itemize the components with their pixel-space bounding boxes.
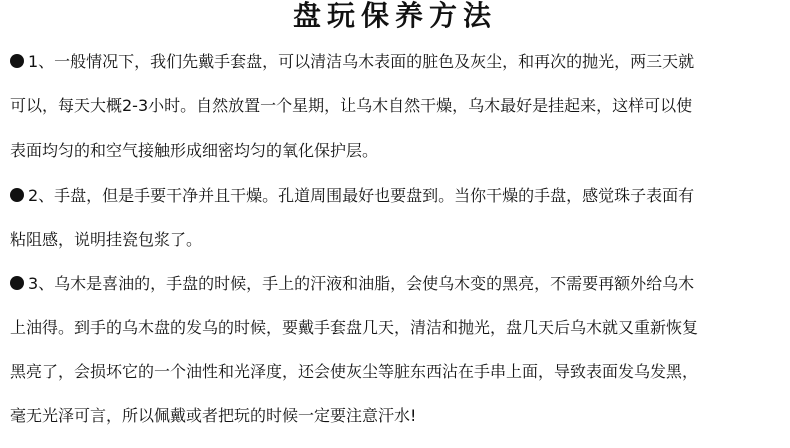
paragraph-3-line-4: 毫无光泽可言，所以佩戴或者把玩的时候一定要注意汗水! [10, 406, 417, 425]
paragraph-3-line-3: 黑亮了，会损坏它的一个油性和光泽度，还会使灰尘等脏东西沾在手串上面，导致表面发乌发黑， [10, 362, 699, 381]
bullet-dot-icon [10, 188, 24, 202]
paragraph-2-line-1 [10, 186, 785, 206]
bullet-dot-icon [10, 276, 24, 290]
paragraph-text: 3、乌木是喜油的，手盘的时候，手上的汗液和油脂，会使乌木变的黑亮，不需要再额外给乌木 [28, 274, 695, 293]
paragraph-3-line-2: 上油得。到手的乌木盘的发乌的时候，要戴手套盘几天，清洁和抛光，盘几天后乌木就又重新恢复 [10, 318, 699, 337]
bullet-dot-icon [10, 54, 24, 68]
paragraph-3-line-1 [10, 274, 785, 294]
paragraph-2-line-2: 粘阻感，说明挂瓷包浆了。 [10, 230, 203, 249]
page-title: 盘玩保养方法 [292, 0, 497, 32]
paragraph-text: 2、手盘，但是手要干净并且干燥。孔道周围最好也要盘到。当你干燥的手盘，感觉珠子表面有 [28, 186, 695, 205]
paragraph-1-line-3: 表面均匀的和空气接触形成细密均匀的氧化保护层。 [10, 141, 379, 160]
paragraph-text: 1、一般情况下，我们先戴手套盘，可以清洁乌木表面的脏色及灰尘，和再次的抛光，两三天就 [28, 52, 695, 71]
paragraph-1-line-1 [10, 52, 785, 72]
paragraph-1-line-2: 可以，每天大概2-3小时。自然放置一个星期，让乌木自然干燥，乌木最好是挂起来，这样可以使 [10, 96, 693, 115]
